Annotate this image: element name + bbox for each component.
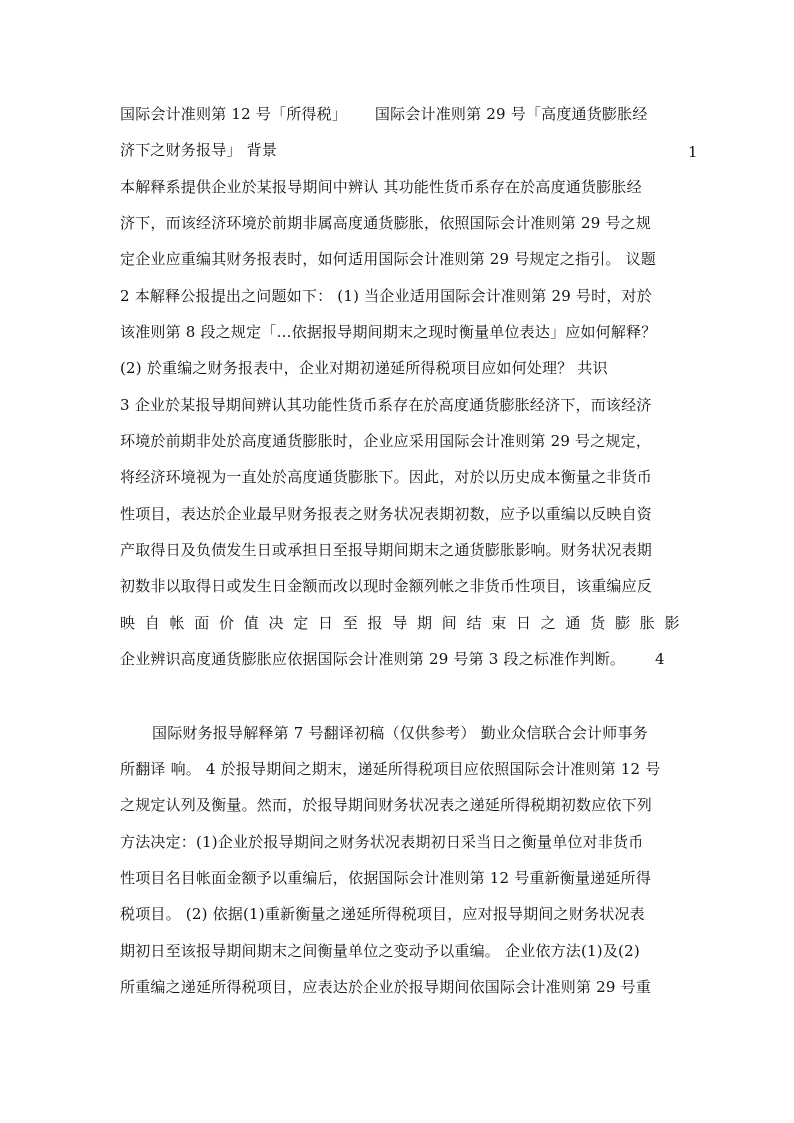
justified-character: 期 (417, 614, 433, 632)
paragraph-line: 期初日至该报导期间期末之间衡量单位之变动予以重编。 企业依方法(1)及(2) (120, 942, 640, 960)
paragraph-line: 定企业应重编其财务报表时，如何适用国际会计准则第 29 号规定之指引。 议题 (120, 250, 656, 268)
justified-character: 日 (516, 614, 532, 632)
paragraph-line: 初数非以取得日或发生日金额而改以现时金额列帐之非货币性项目，该重编应反 (120, 577, 653, 595)
page-number-4: 4 (655, 650, 665, 668)
justified-character: 束 (491, 614, 507, 632)
justified-character: 报 (367, 614, 383, 632)
page-number-1: 1 (688, 143, 698, 161)
paragraph-line: 税项目。 (2) 依据(1)重新衡量之递延所得税项目，应对报导期间之财务状况表 (120, 905, 645, 923)
paragraph-line: 性项目，表达於企业最早财务报表之财务状况表期初数，应予以重编以反映自资 (120, 505, 653, 523)
justified-character: 映 (120, 614, 136, 632)
paragraph-line: 产取得日及负债发生日或承担日至报导期间期末之通货膨胀影响。财务状况表期 (120, 541, 653, 559)
paragraph-line: 国际财务报导解释第 7 号翻译初稿（仅供参考） 勤业众信联合会计师事务 (152, 724, 648, 742)
paragraph-line: 3 企业於某报导期间辨认其功能性货币系存在於高度通货膨胀经济下，而该经济 (120, 396, 652, 414)
justified-character: 自 (144, 614, 160, 632)
paragraph-line: 性项目名目帐面金额予以重编后，依据国际会计准则第 12 号重新衡量递延所得 (120, 869, 652, 887)
paragraph-line: 方法决定：(1)企业於报导期间之财务状况表期初日采当日之衡量单位对非货币 (120, 833, 644, 851)
justified-character: 价 (219, 614, 235, 632)
paragraph-line: 环境於前期非处於高度通货膨胀时，企业应采用国际会计准则第 29 号之规定， (120, 432, 652, 450)
justified-character: 帐 (169, 614, 185, 632)
justified-paragraph-line (120, 613, 680, 633)
justified-character: 导 (392, 614, 408, 632)
justified-character: 结 (466, 614, 482, 632)
justified-character: 通 (565, 614, 581, 632)
paragraph-line: 济下，而该经济环境於前期非属高度通货膨胀，依照国际会计准则第 29 号之规 (120, 214, 652, 232)
justified-character: 定 (293, 614, 309, 632)
justified-character: 至 (342, 614, 358, 632)
justified-character: 影 (664, 614, 680, 632)
paragraph-line: 企业辨识高度通货膨胀应依据国际会计准则第 29 号第 3 段之标准作判断。 (120, 650, 626, 668)
paragraph-line: 将经济环境视为一直处於高度通货膨胀下。因此，对於以历史成本衡量之非货币 (120, 468, 653, 486)
paragraph-line: 本解释系提供企业於某报导期间中辨认 其功能性货币系存在於高度通货膨胀经 (120, 178, 642, 196)
paragraph-line: 所重编之递延所得税项目，应表达於企业於报导期间依国际会计准则第 29 号重 (120, 978, 652, 996)
paragraph-line: 之规定认列及衡量。然而，於报导期间财务状况表之递延所得税期初数应依下列 (120, 796, 653, 814)
header-line-1: 国际会计准则第 12 号「所得税」 国际会计准则第 29 号「高度通货膨胀经 (120, 105, 648, 123)
header-line-2: 济下之财务报导」 背景 (120, 141, 277, 159)
paragraph-line: (2) 於重编之财务报表中，企业对期初递延所得税项目应如何处理？ 共识 (120, 359, 608, 377)
justified-character: 胀 (639, 614, 655, 632)
justified-character: 面 (194, 614, 210, 632)
justified-character: 间 (441, 614, 457, 632)
justified-character: 值 (243, 614, 259, 632)
justified-character: 货 (590, 614, 606, 632)
justified-character: 膨 (615, 614, 631, 632)
paragraph-line: 该准则第 8 段之规定「…依据报导期间期末之现时衡量单位表达」应如何解释？ (120, 323, 657, 341)
paragraph-line: 2 本解释公报提出之问题如下： (1) 当企业适用国际会计准则第 29 号时，对於 (120, 287, 652, 305)
paragraph-line: 所翻译 响。 4 於报导期间之期末，递延所得税项目应依照国际会计准则第 12 号 (120, 760, 661, 778)
justified-character: 决 (268, 614, 284, 632)
justified-character: 日 (318, 614, 334, 632)
justified-character: 之 (540, 614, 556, 632)
